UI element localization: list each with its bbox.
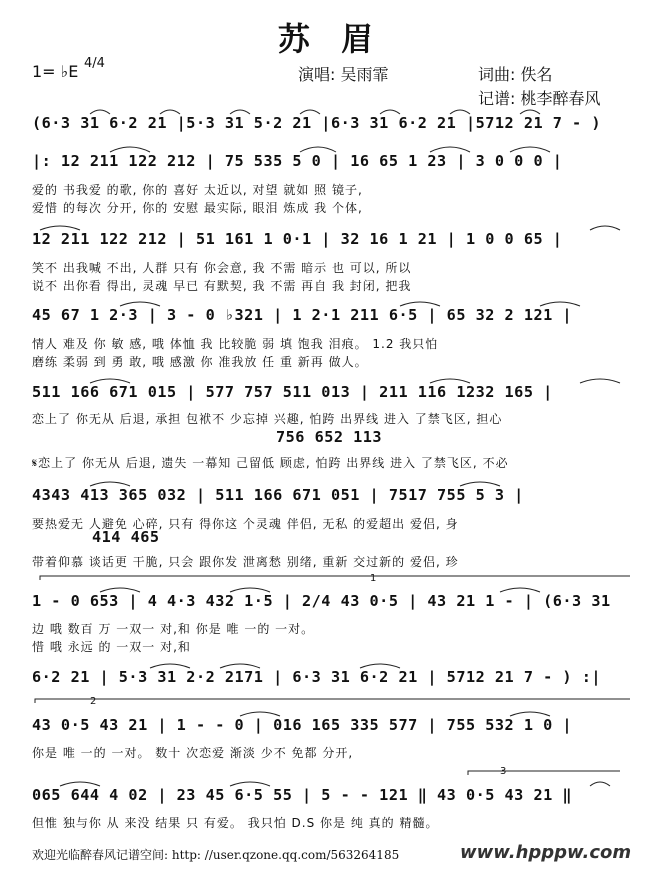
lyric-line: 带着仰慕 谈话更 干脆, 只会 跟你发 泄离愁 别绪, 重新 交过新的 爱侣, 珍 [32, 555, 459, 569]
lyric-line: 边 哦 数百 万 一双一 对,和 你是 唯 一的 一对。 [32, 622, 315, 636]
lyric-line: 笑不 出我喊 不出, 人群 只有 你会意, 我 不需 暗示 也 可以, 所以 [32, 261, 412, 275]
slur [590, 226, 620, 230]
notation-row: 511 166 671 015 | 577 757 511 013 | 211 116 1232 165 | [32, 383, 553, 401]
watermark-logo: www.hpppw.com [460, 842, 632, 863]
lyric-line: 要热爱无 人避免 心碎, 只有 得你这 个灵魂 伴侣, 无私 的爱超出 爱侣, 身 [32, 517, 459, 531]
composer-credit: 词曲: 佚名 [478, 65, 553, 84]
lyric-line: 爱惜 的每次 分开, 你的 安慰 最实际, 眼泪 炼成 我 个体, [32, 201, 363, 215]
singer-credit: 演唱: 吴雨霏 [298, 65, 389, 84]
slur [580, 379, 620, 383]
lyric-line: 但惟 独与你 从 来没 结果 只 有爱。 我只怕 D.S 你是 纯 真的 精髓。 [32, 816, 439, 830]
volta-2-label: 2 [90, 696, 97, 707]
notation-row: 065 644 4 02 | 23 45 6·5 55 | 5 - - 121 ‖ 43 0·5 43 21 ‖ [32, 786, 573, 804]
volta-1-label: 1 [370, 573, 377, 584]
volta-1-bracket [40, 576, 630, 580]
time-signature-text: 4/4 [84, 56, 105, 71]
lyric-line: 恋上了 你无从 后退, 承担 包袱不 少忘掉 兴趣, 怕跨 出界线 进入 了禁飞区, 担心 [32, 412, 503, 426]
key-signature: 1= ♭E [32, 62, 79, 81]
slur [590, 782, 610, 786]
volta-3-bracket [468, 771, 620, 775]
notation-row: (6·3 31 6·2 21 |5·3 31 5·2 21 |6·3 31 6·2 21 |5712 21 7 - ) [32, 114, 601, 132]
volta-3-label: 3 [500, 766, 507, 777]
lyric-line: 惜 哦 永远 的 一双一 对,和 [32, 640, 191, 654]
volta-2-bracket [35, 699, 630, 703]
lyric-line: 说不 出你看 得出, 灵魂 早已 有默契, 我 不需 再自 我 封闭, 把我 [32, 279, 412, 293]
notation-row: 12 211 122 212 | 51 161 1 0·1 | 32 16 1 21 | 1 0 0 65 | [32, 230, 563, 248]
song-title: 苏 眉 [277, 20, 384, 58]
lyric-line: 爱的 书我爱 的歌, 你的 喜好 太近以, 对望 就如 照 镜子, [32, 183, 363, 197]
notation-row: 4343 413 365 032 | 511 166 671 051 | 7517 755 5 3 | [32, 486, 524, 504]
notation-row: 43 0·5 43 21 | 1 - - 0 | 016 165 335 577 | 755 532 1 0 | [32, 716, 573, 734]
notation-row: 45 67 1 2·3 | 3 - 0 ♭321 | 1 2·1 211 6·5 | 65 32 2 121 | [32, 306, 573, 324]
lyric-line: 你是 唯 一的 一对。 数十 次恋爱 渐淡 少不 免都 分开, [32, 746, 354, 760]
lyric-line: 磨练 柔弱 到 勇 敢, 哦 感激 你 准我放 任 重 新再 做人。 [32, 355, 368, 369]
notation-row-alt: 756 652 113 [276, 428, 383, 446]
notation-row: |: 12 211 122 212 | 75 535 5 0 | 16 65 1 23 | 3 0 0 0 | [32, 152, 563, 170]
lyric-line: 情人 难及 你 敏 感, 哦 体恤 我 比较脆 弱 填 饱我 泪痕。 1.2 我只怕 [32, 337, 439, 351]
lyric-line-segno: 𝄋恋上了 你无从 后退, 遗失 一幕知 己留低 顾虑, 怕跨 出界线 进入 了禁飞区, 不必 [32, 456, 509, 470]
time-signature [84, 58, 105, 70]
transcriber-credit: 记谱: 桃李醉春风 [478, 89, 601, 108]
footer-text: 欢迎光临醉春风记谱空间: http: //user.qzone.qq.com/563264185 [32, 848, 400, 862]
notation-row: 1 - 0 653 | 4 4·3 432 1·5 | 2/4 43 0·5 | 43 21 1 - | (6·3 31 [32, 592, 611, 610]
notation-row-alt: 414 465 [92, 528, 160, 546]
notation-row: 6·2 21 | 5·3 31 2·2 2171 | 6·3 31 6·2 21 | 5712 21 7 - ) :| [32, 668, 601, 686]
